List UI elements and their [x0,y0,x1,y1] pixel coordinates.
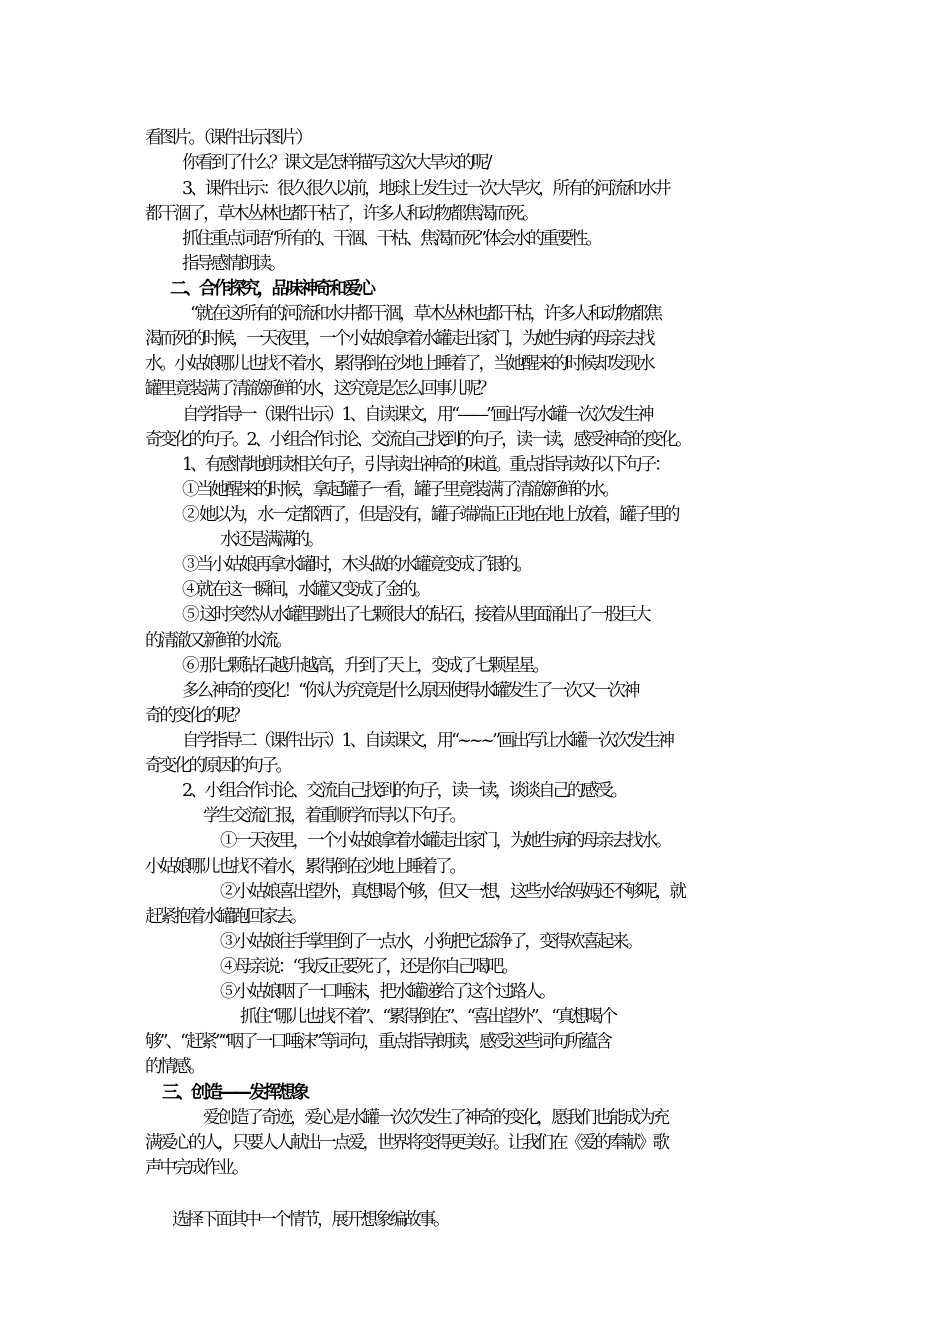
text-line: ①一天夜里，一个小姑娘拿着水罐走出家门，为她生病的母亲去找水。 [220,831,670,851]
text-line: 你看到了什么？课文是怎样描写这次大旱灾的呢/ [182,153,490,173]
text-line: 水。小姑娘哪儿也找不着水，累得倒在沙地上睡着了，当她醒来的时候却发现水 [145,354,653,374]
text-line: 3、课件出示：很久很久以前，地球上发生过一次大旱灾，所有的河流和水井 [182,179,669,199]
text-line: ⑤小姑娘咽了一口唾沫，把水罐递给了这个过路人。 [220,982,554,1002]
text-line: ④就在这一瞬间，水罐又变成了金的。 [182,580,429,600]
text-line: 奇的变化的呢？ [145,706,247,726]
text-line: 1、有感情地朗读相关句子，引导读出神奇的味道。重点指导读好以下句子： [182,455,669,475]
text-line: 都干涸了，草木丛林也都干枯了，许多人和动物都焦渴而死。 [145,204,537,224]
text-line: ⑥ 那七颗钻石越升越高，升到了天上，变成了七颗星星。 [182,656,548,676]
text-line: ④母亲说：“我反正要死了，还是你自己喝吧。 [220,957,516,977]
section-heading: 三、创造——发挥想象 [162,1083,307,1103]
text-line: ② 她以为，水一定都洒了，但是没有，罐子端端正正地在地上放着，罐子里的 [182,505,678,525]
text-line: ③小姑娘往手掌里倒了一点水，小狗把它舔净了，变得欢喜起来。 [220,932,641,952]
text-line: 指导感情朗读。 [182,254,284,274]
text-line: 的情感。 [145,1057,203,1077]
section-heading: 二、合作探究，品味神奇和爱心 [170,279,373,299]
text-line: 自学指导一（课件出示）1、自读课文，用“——”画出写水罐一次次发生神 [182,405,652,425]
text-line: 够”、“赶紧”“咽了一口唾沫”等词句，重点指导朗读，感受这些词句所蕴含 [145,1032,610,1052]
text-line: 赶紧抱着水罐跑回家去。 [145,907,305,927]
text-line: ①当她醒来的时候，拿起罐子一看，罐子里竟装满了清澈新鲜的水。 [182,480,617,500]
text-line: 抓住“哪儿也找不着”、“累得倒在”、“喜出望外”、“真想喝个 [240,1007,616,1027]
text-line: “就在这所有的河流和水井都干涸，草木丛林也都干枯，许多人和动物都焦 [190,304,660,324]
text-line: 自学指导二（课件出示）1、自读课文，用“~~~”画出写让水罐一次次发生神 [182,731,673,751]
text-line: 水还是满满的。 [220,530,322,550]
text-line: 小姑娘哪儿也找不着水，累得倒在沙地上睡着了。 [145,857,464,877]
text-line: 罐里竟装满了清澈新鲜的水，这究竟是怎么回事儿呢？ [145,379,493,399]
text-line: 渴而死的时候，一天夜里，一个小姑娘拿着水罐走出家门，为她生病的母亲去找 [145,329,653,349]
text-line: 学生交流汇报，着重顺学而导以下句子。 [203,806,464,826]
text-line: ⑤ 这时突然从水罐里跳出了七颗很大的钻石，接着从里面涌出了一股巨大 [182,605,649,625]
text-line: ②小姑娘喜出望外，真想喝个够，但又一想，这些水给妈妈还不够呢，就 [220,882,684,902]
text-line: 抓住重点词语“所有的、干涸、干枯、焦渴而死”体会水的重要性。 [182,229,600,249]
text-line: 奇变化的句子。2、小组合作讨论、交流自己找到的句子，读一读，感受神奇的变化。 [145,430,690,450]
text-line: 选择下面其中一个情节，展开想象编故事。 [172,1210,448,1230]
text-line: 奇变化的原因的句子。 [145,756,290,776]
text-line: 2、小组合作讨论、交流自己找到的句子，读一读，谈谈自己的感受。 [182,781,626,801]
text-line: 爱创造了奇迹，爱心是水罐一次次发生了神奇的变化，愿我们也能成为充 [203,1108,667,1128]
text-line: 看图片。（课件出示图片） [145,128,311,148]
text-line: 声中完成作业。 [145,1158,247,1178]
text-line: ③当小姑娘再拿水罐时，木头做的水罐竟变成了银的。 [182,555,530,575]
text-line: 满爱心的人，只要人人献出一点爱，世界将变得更美好。让我们在《爱的奉献》歌 [145,1133,667,1153]
text-line: 的清澈又新鲜的水流。 [145,631,290,651]
text-line: 多么神奇的变化！“你认为究竟是什么原因使得水罐发生了一次又一次神 [182,681,638,701]
